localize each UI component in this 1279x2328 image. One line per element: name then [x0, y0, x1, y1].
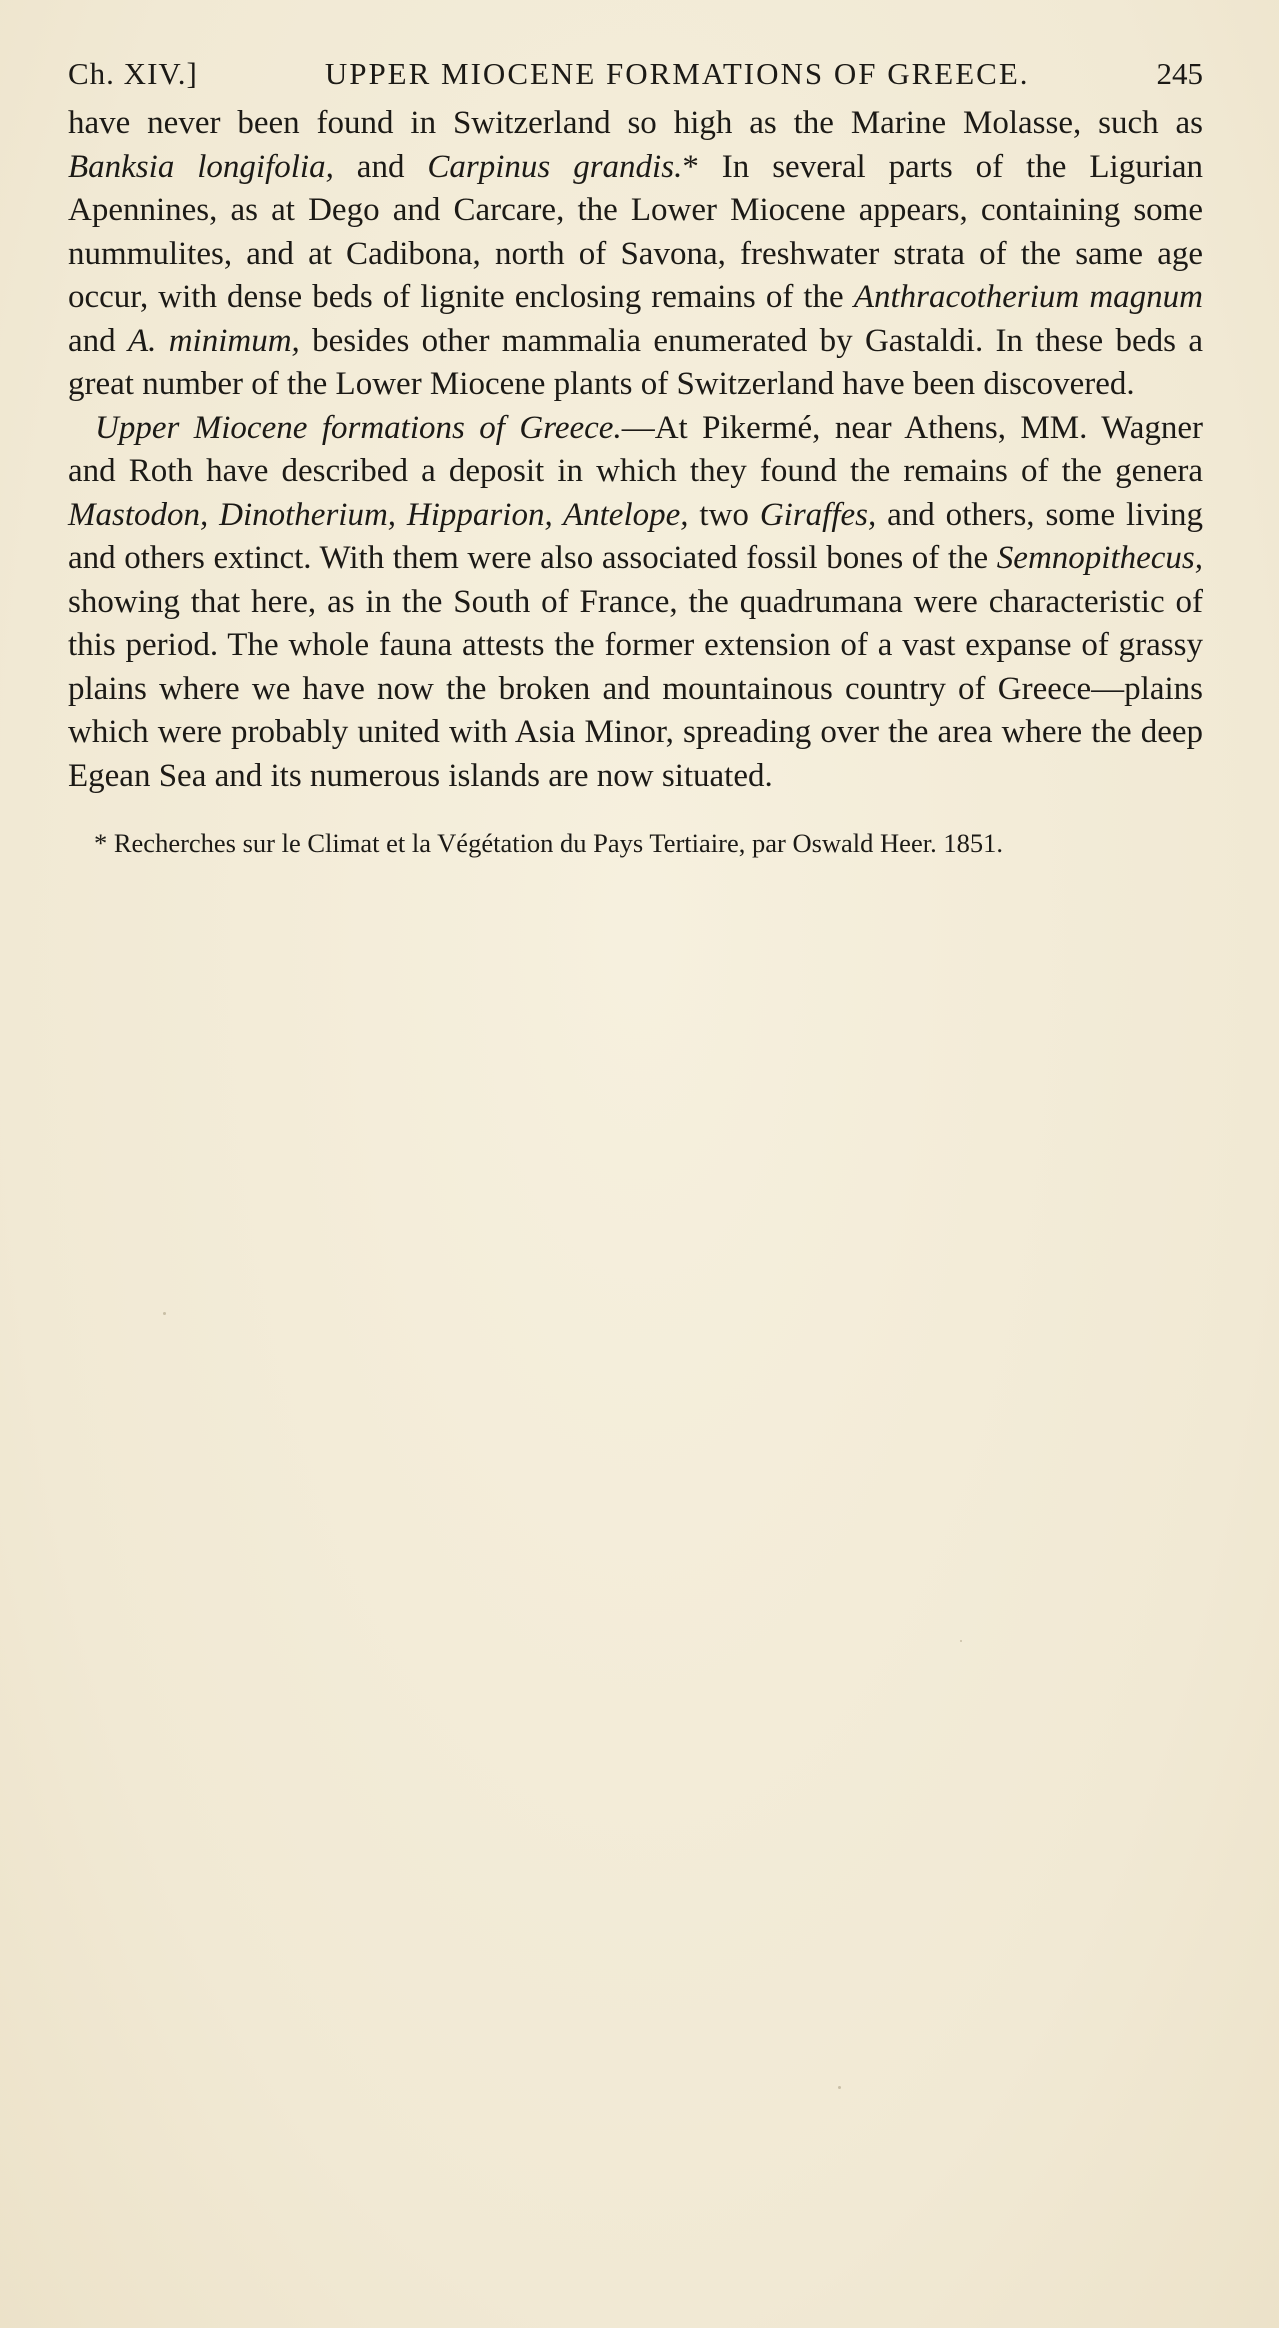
- p2-italic-semnopithecus: Semnopithecus,: [996, 540, 1203, 576]
- p2-italic-giraffes: Giraffes,: [759, 496, 877, 533]
- footnote: * Recherches sur le Climat et la Végétation du Pays Tertiaire, par Oswald Heer. 1851.: [94, 828, 1003, 858]
- p1-italic-anthracotherium: Anthracotherium magnum: [853, 279, 1203, 315]
- p1-text-1: have never been found in Switzerland so high as the Marine Molasse, such as: [68, 105, 1203, 141]
- book-page: [68, 56, 1203, 860]
- p1-text-2: and: [333, 148, 428, 185]
- p1-text-5: besides other mammalia enumerated by Gastaldi. In these beds a great number of the Lower Miocene plants of Switzerland have been discovered.: [68, 322, 1203, 402]
- p2-italic-genera: Mastodon, Dinotherium, Hipparion, Antelope,: [68, 496, 689, 533]
- running-title: UPPER MIOCENE FORMATIONS OF GREECE.: [324, 56, 1030, 91]
- paragraph-1: [68, 102, 1203, 407]
- chapter-label: Ch. XIV.]: [68, 56, 198, 91]
- p1-italic-minimum: A. minimum,: [127, 322, 300, 359]
- running-head: [68, 56, 1203, 102]
- p1-text-3: * In several parts of the Ligurian Apennines, as at Dego and Carcare, the Lower Miocene appears, containing some nummulites, and at Cadibona, north of Savona, freshwater strata of the same age occur, with dense beds of lignite enclosing remains of the: [68, 148, 1204, 315]
- footnote-spacer: [68, 798, 1203, 826]
- body-text: [68, 102, 1203, 798]
- paragraph-2: [68, 407, 1203, 799]
- p2-text-3: and others, some living and others extinct. With them were also associated fossil bones of the: [68, 496, 1203, 576]
- p1-italic-carpinus: Carpinus grandis.: [427, 148, 683, 185]
- paper-speck: [838, 2086, 841, 2089]
- p2-text-1: —At Pikermé, near Athens, MM. Wagner and Roth have described a deposit in which they found the remains of the genera: [68, 409, 1203, 489]
- paper-speck: [960, 1640, 962, 1642]
- p2-text-2: two: [688, 496, 760, 533]
- p2-text-4: showing that here, as in the South of France, the quadrumana were characteristic of this period. The whole fauna attests the former extension of a vast expanse of grassy plains where we have now the broken and mountainous country of Greece—plains which were probably united with Asia Minor, spreading over the area where the deep Egean Sea and its numerous islands are now situated.: [68, 583, 1203, 794]
- page-number: 245: [1156, 56, 1203, 91]
- p1-italic-banksia: Banksia longifolia,: [68, 148, 334, 185]
- p1-text-4: and: [68, 322, 128, 359]
- p2-section-heading: Upper Miocene formations of Greece.: [95, 409, 622, 446]
- paper-speck: [163, 1312, 166, 1315]
